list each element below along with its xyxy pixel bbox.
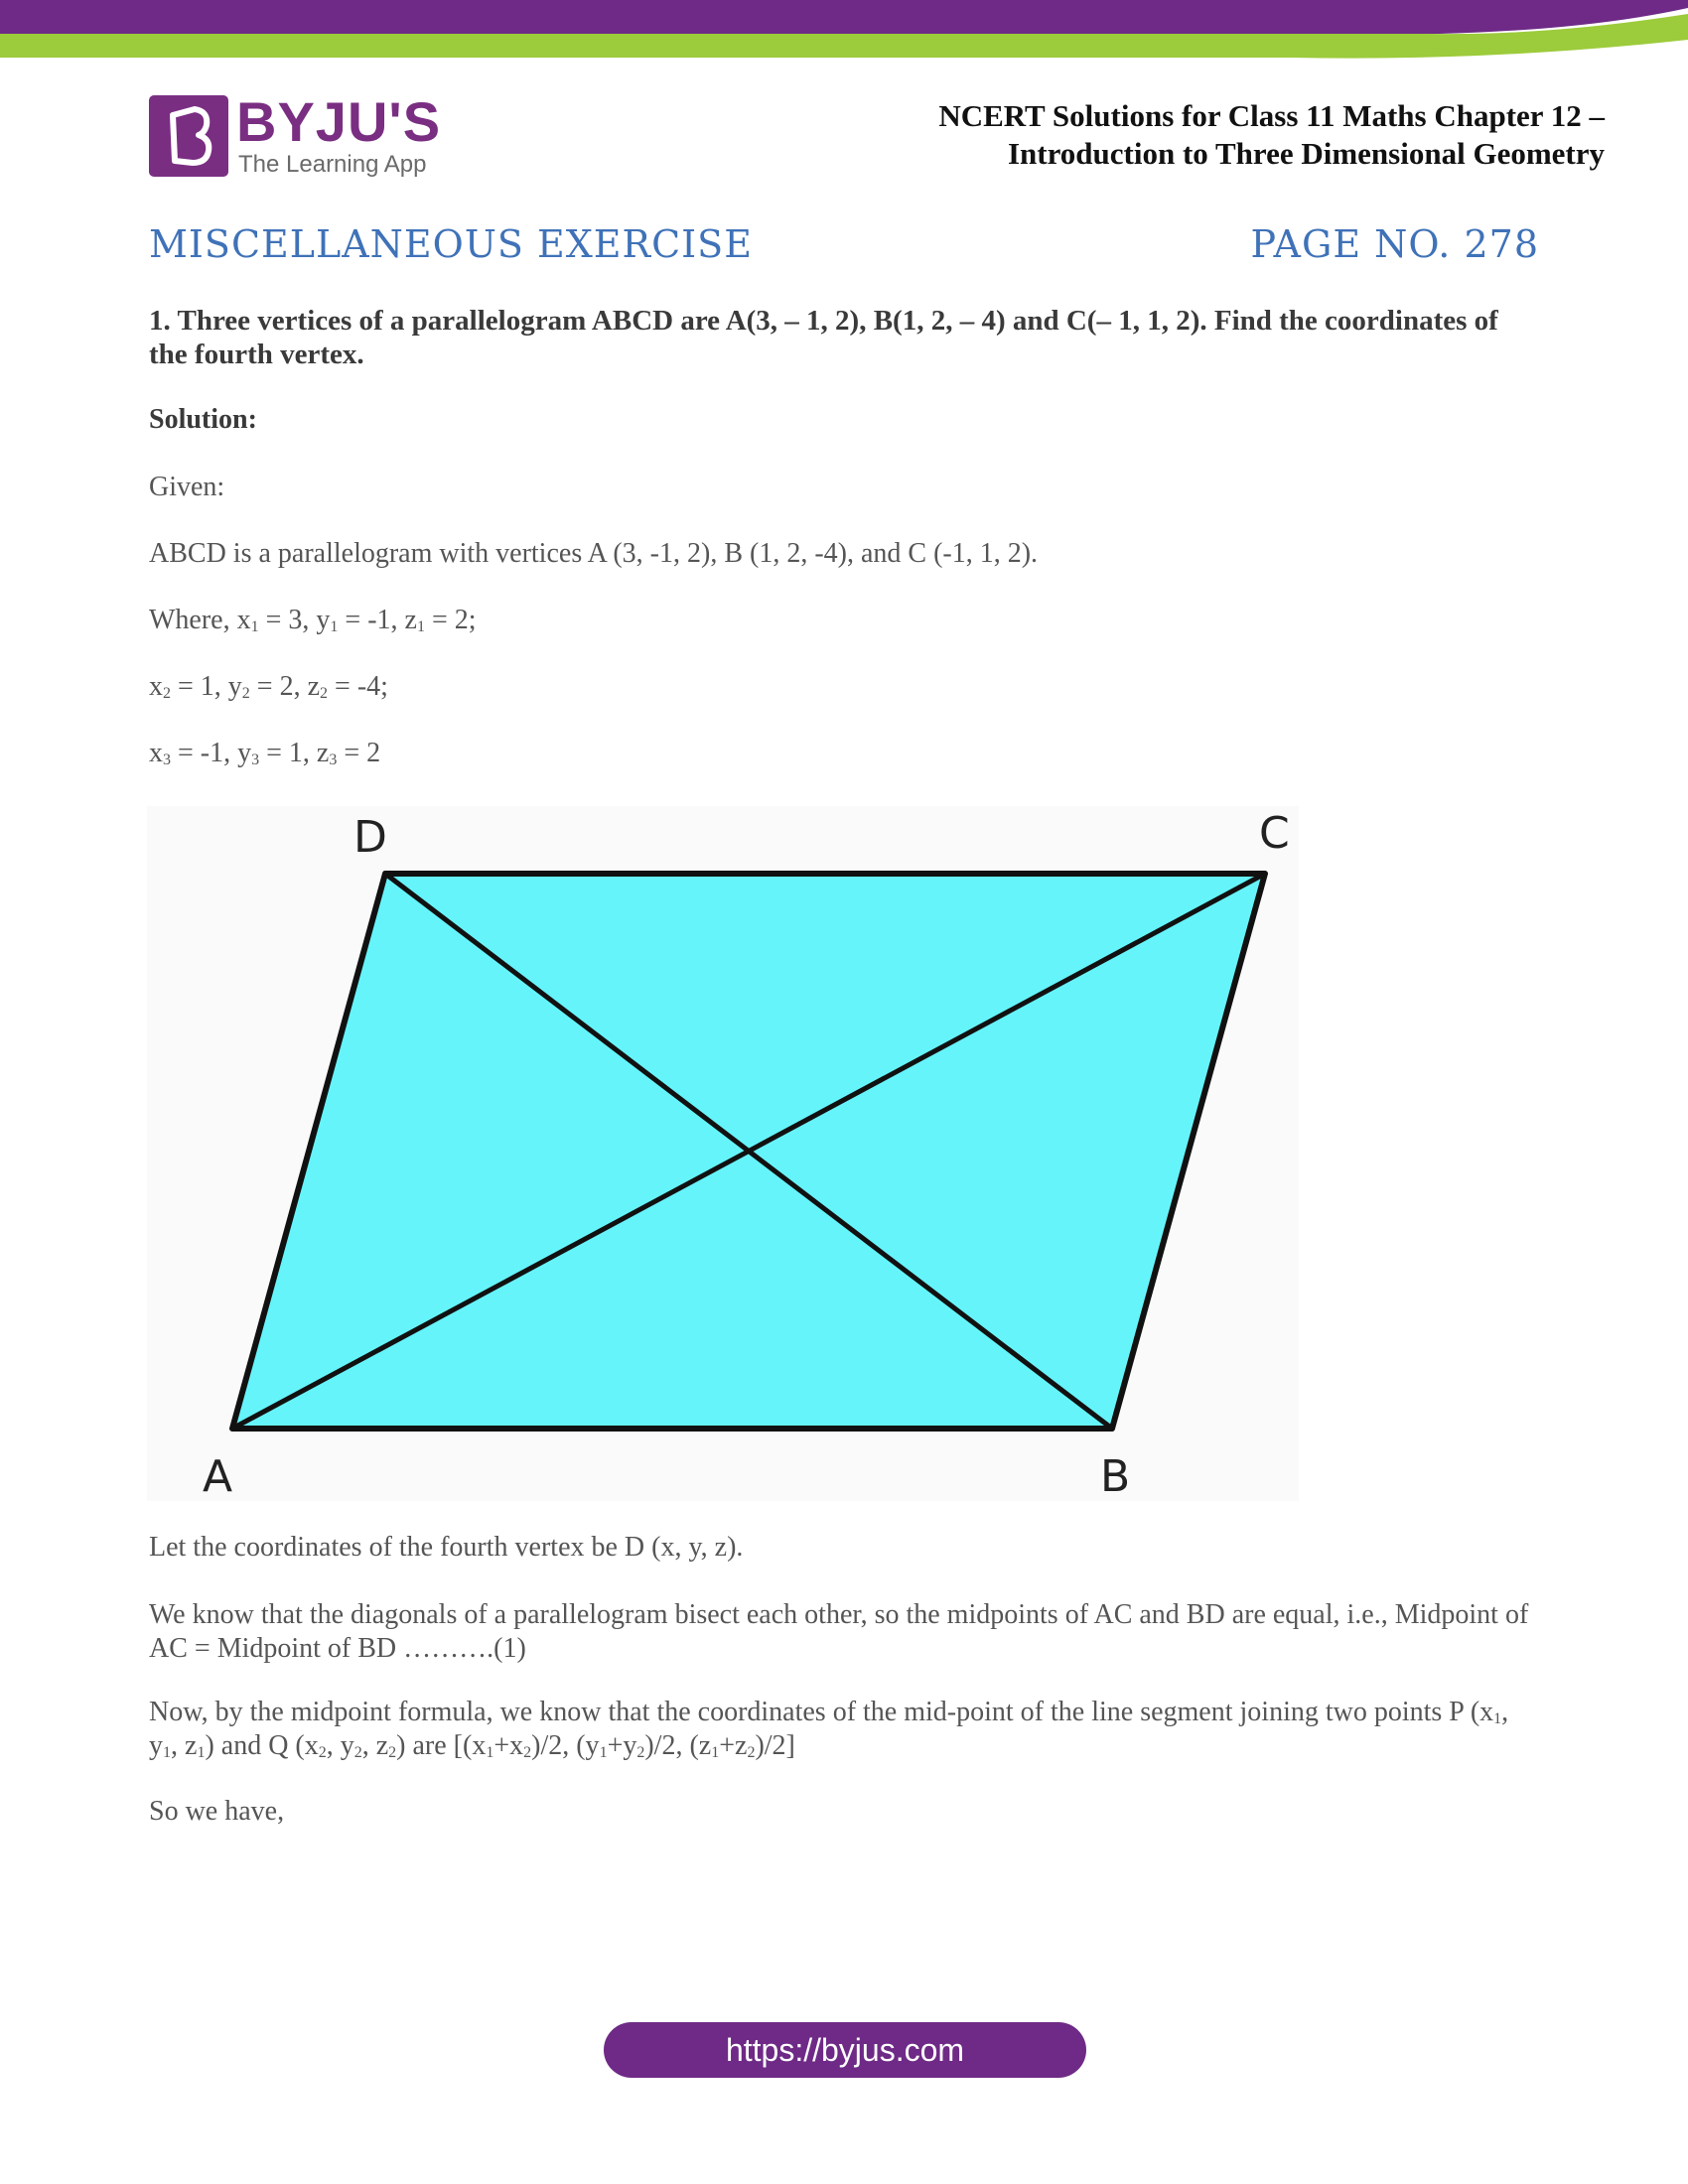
logo-brand-name: BYJU'S — [236, 90, 442, 153]
diagonals-statement: We know that the diagonals of a parallelogram bisect each other, so the midpoints of AC and BD are equal, i.e., Midpoint of AC = Midpoint of BD ……….(1) — [149, 1599, 1529, 1664]
byjus-logo — [149, 90, 442, 179]
question-text: 1. Three vertices of a parallelogram ABCD are A(3, – 1, 2), B(1, 2, – 4) and C(– 1, 1, 2). Find the coordinates of the fourth vertex. — [149, 305, 1498, 370]
vertex-label-a: A — [203, 1451, 233, 1501]
section-title: MISCELLANEOUS EXERCISE — [149, 222, 753, 266]
document-title — [711, 97, 1605, 173]
solution-heading: Solution: — [149, 404, 257, 435]
top-brand-band — [0, 0, 1688, 69]
page-number: PAGE NO. 278 — [1250, 222, 1539, 266]
coordinates-line-2: $x_2 = 1$, $y_2 = 2$, $z_2 = -4$; — [149, 671, 388, 702]
parallelogram-figure — [147, 806, 1299, 1501]
title-line-1: NCERT Solutions for Class 11 Maths Chapter 12 – — [938, 98, 1605, 133]
given-statement: ABCD is a parallelogram with vertices A (3, -1, 2), B (1, 2, -4), and C (-1, 1, 2). — [149, 538, 1039, 569]
coordinates-line-3: $x_3 = -1$, $y_3 = 1$, $z_3 = 2$ — [149, 738, 381, 768]
vertex-label-b: B — [1100, 1451, 1131, 1501]
so-we-have: So we have, — [149, 1796, 285, 1827]
vertex-label-d: D — [353, 812, 387, 863]
let-d-statement: Let the coordinates of the fourth vertex be D (x, y, z). — [149, 1532, 744, 1563]
purple-band — [0, 0, 1688, 34]
coordinates-line-1: Where, $x_1 = 3$, $y_1 = -1$, $z_1 = 2$; — [149, 605, 477, 635]
byjus-logo-icon — [149, 95, 228, 177]
midpoint-formula-statement: Now, by the midpoint formula, we know that the coordinates of the mid-point of the line segment joining two points P ($x_1$, $y_1$, $z_1$) and Q ($x_2$, $y_2$, $z_2$) are [$(x_1+x_2)/2$, $(y_1+y_2)/2$, $(z_1+z_2)/2$] — [149, 1697, 1509, 1761]
logo-tagline: The Learning App — [238, 151, 427, 178]
given-label: Given: — [149, 472, 225, 502]
vertex-label-c: C — [1259, 808, 1290, 859]
title-line-2: Introduction to Three Dimensional Geometry — [1007, 136, 1605, 171]
footer-url-link[interactable]: https://byjus.com — [604, 2022, 1086, 2078]
